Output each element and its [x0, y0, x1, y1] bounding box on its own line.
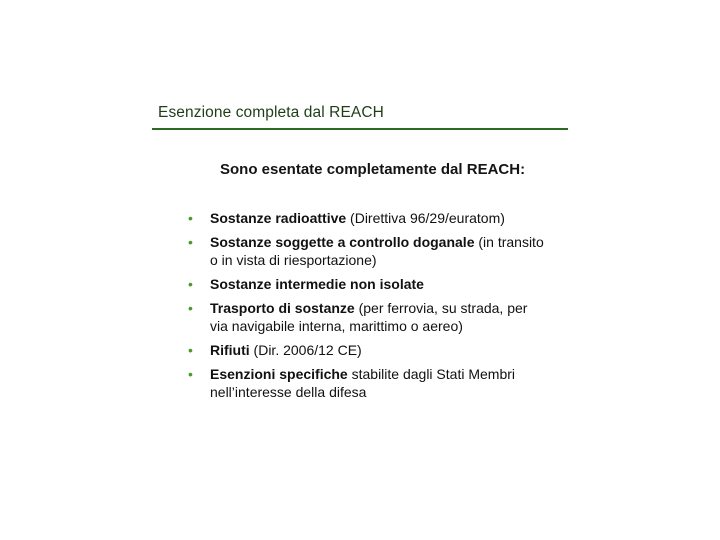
item-heading: Sostanze soggette a controllo doganale [210, 234, 475, 250]
list-item [188, 275, 548, 293]
bullet-icon: • [188, 210, 193, 226]
bullet-icon: • [188, 300, 193, 316]
item-detail: (per ferrovia, su strada, per via navigabile interna, marittimo o aereo) [210, 300, 528, 334]
list-item [188, 341, 548, 359]
bullet-icon: • [188, 342, 193, 358]
item-detail: (Dir. 2006/12 CE) [249, 342, 362, 358]
bullet-icon: • [188, 276, 193, 292]
list-item [188, 233, 548, 269]
item-heading: Esenzioni specifiche [210, 366, 348, 382]
item-heading: Sostanze radioattive [210, 210, 347, 226]
list-item [188, 299, 548, 335]
item-heading: Trasporto di sostanze [210, 300, 355, 316]
item-detail: (Direttiva 96/29/euratom) [346, 210, 505, 226]
slide-title: Esenzione completa dal REACH [158, 104, 384, 121]
list-item [188, 365, 548, 401]
item-heading: Sostanze intermedie non isolate [210, 276, 424, 292]
slide-subtitle: Sono esentate completamente dal REACH: [220, 161, 526, 178]
exemption-list [188, 209, 548, 407]
item-detail: (in transito o in vista di riesportazione) [210, 234, 544, 268]
item-heading: Rifiuti [210, 342, 250, 358]
list-item [188, 209, 548, 227]
bullet-icon: • [188, 234, 193, 250]
bullet-icon: • [188, 366, 193, 382]
title-underline [152, 128, 568, 130]
item-detail: stabilite dagli Stati Membri nell’interesse della difesa [210, 366, 516, 400]
